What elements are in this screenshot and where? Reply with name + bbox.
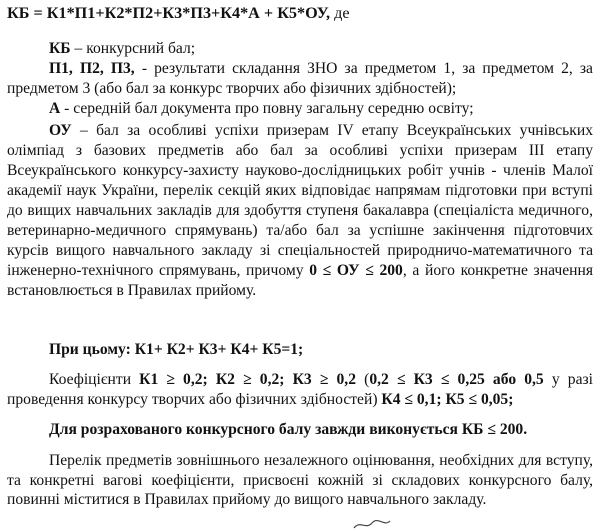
sum-rule: При цьому: К1+ К2+ К3+ К4+ К5=1; bbox=[49, 341, 304, 358]
definition-text: - середній бал документа про повну загальну середню освіту; bbox=[60, 100, 474, 117]
definition-ou bbox=[7, 121, 593, 301]
k2-constraint: К2 ≥ 0,2; bbox=[215, 371, 285, 388]
max-rule: Для розрахованого конкурсного балу завжди виконується КБ ≤ 200. bbox=[49, 421, 528, 438]
definition-kb bbox=[7, 39, 593, 59]
k4-constraint: К4 ≤ 0,1; bbox=[381, 390, 442, 408]
definition-a bbox=[7, 99, 593, 119]
definition-term: А bbox=[49, 100, 61, 117]
handwritten-mark bbox=[352, 518, 392, 530]
k1-constraint: К1 ≥ 0,2; bbox=[139, 371, 208, 388]
definition-text: – конкурсний бал; bbox=[70, 40, 196, 57]
definition-p bbox=[7, 59, 593, 98]
ou-range: 0 ≤ ОУ ≤ 200 bbox=[309, 262, 403, 279]
definition-term: П1, П2, П3, bbox=[49, 60, 135, 77]
definition-text: – бал за особливі успіхи призерам IV етапу Всеукраїнських учнівських олімпіад з базових предметів або бал за особливі успіхи призерам III етапу Всеукраїнського конкурсу-захисту науково-дослідницьких робіт учнів - членів Малої академії наук України, перелік секцій яких відповідає напрямам підготовки при вступі до вищих навчальних закладів для здобуття ступеня бакалавра (спеціаліста медичного, ветеринарно-медичного спрямувань) та/або бал за успішне закінчення підготовчих курсів вищого навчального закладу зі спеціальностей природничо-математичного та інженерно-технічного спрямувань, причому bbox=[7, 122, 593, 279]
k3-constraint: К3 ≥ 0,2 bbox=[292, 371, 356, 388]
definition-text: - результати складання ЗНО за предметом 1, за предметом 2, за предметом 3 (або бал за конкурс творчих або фізичних здібностей); bbox=[7, 60, 593, 97]
formula-suffix: де bbox=[334, 4, 350, 22]
closing-paragraph: Перелік предметів зовнішнього незалежного оцінювання, необхідних для вступу, та конкретні вагові коефіцієнти, присвоєні кожній зі складових конкурсного балу, повинні міститися в Правилах прийому до вищого навчального закладу. bbox=[7, 452, 593, 509]
definition-term: ОУ bbox=[49, 122, 72, 139]
definition-tail: , а його конкретне значення встановлюється в Правилах прийому. bbox=[7, 262, 593, 299]
coefficients-paragraph: Коефіцієнти К1 ≥ 0,2; К2 ≥ 0,2; К3 ≥ 0,2 (0,2 ≤ К3 ≤ 0,25 або 0,5 у разі проведення конкурсу творчих або фізичних здібностей) К4 ≤ 0,1; К5 ≤ 0,05; bbox=[7, 371, 593, 408]
k5-constraint: К5 ≤ 0,05; bbox=[445, 390, 514, 408]
definition-term: КБ bbox=[49, 40, 71, 57]
formula-line bbox=[7, 4, 593, 24]
k3-range: 0,2 ≤ К3 ≤ 0,25 або 0,5 bbox=[369, 371, 544, 388]
formula: КБ = К1*П1+К2*П2+К3*П3+К4*А + К5*ОУ, bbox=[7, 4, 331, 22]
